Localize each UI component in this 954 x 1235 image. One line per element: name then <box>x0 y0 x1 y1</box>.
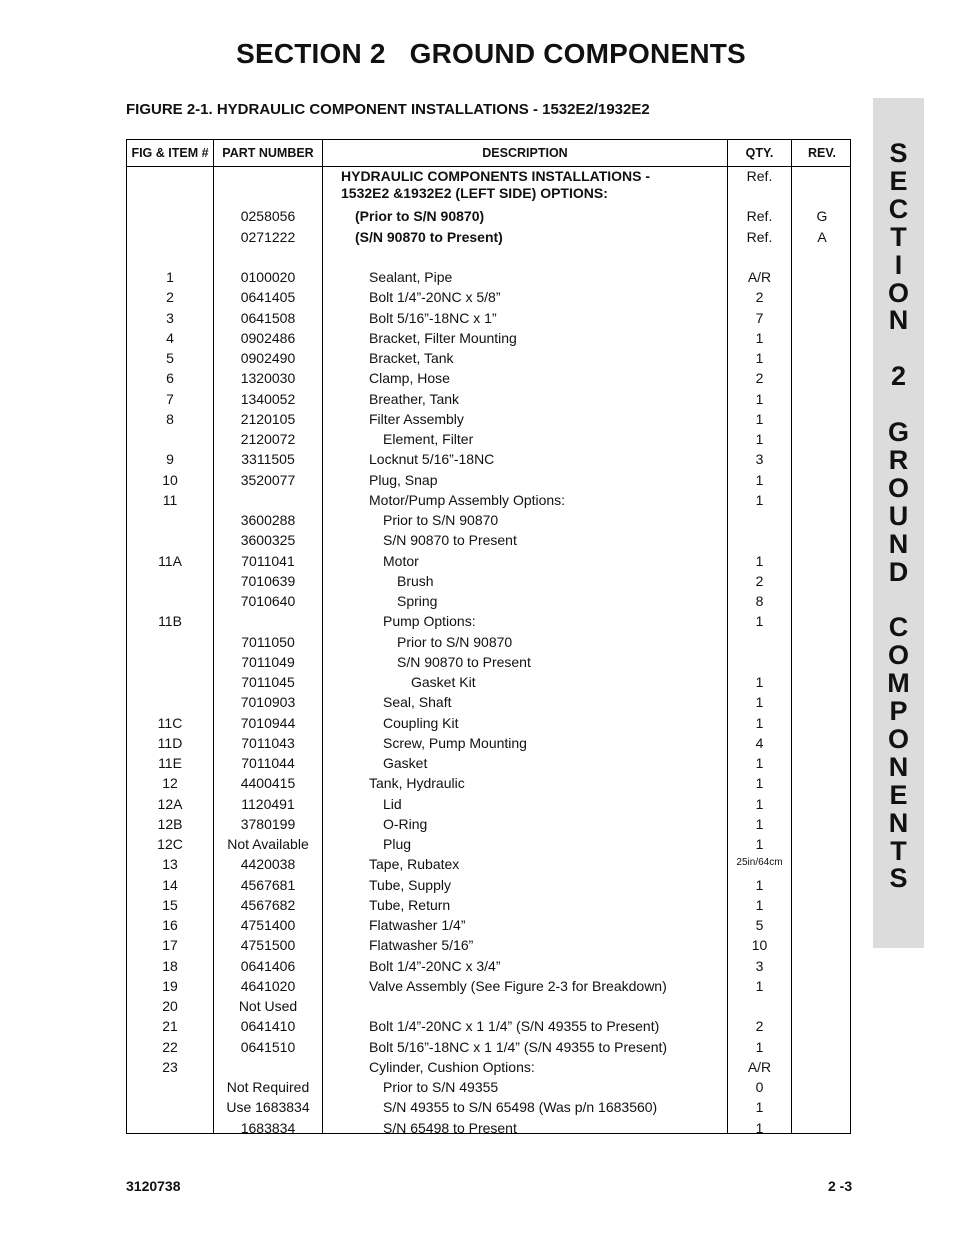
cell-qty: 1 <box>755 836 764 852</box>
cell-description: Bolt 1/4”-20NC x 1 1/4” (S/N 49355 to Present) <box>369 1018 660 1035</box>
cell-description: Tape, Rubatex <box>369 856 460 873</box>
cell-part-number: 4751400 <box>240 917 296 933</box>
cell-qty: 1 <box>755 431 764 447</box>
table-row <box>127 734 852 754</box>
cell-part-number: 0902490 <box>240 350 296 366</box>
cell-part-number: 2120072 <box>240 431 296 447</box>
cell-fig-item: 19 <box>162 977 178 994</box>
cell-qty: 1 <box>755 714 764 731</box>
cell-qty: 1 <box>755 896 764 913</box>
cell-description: Seal, Shaft <box>383 694 452 711</box>
cell-qty: 1 <box>755 1119 764 1136</box>
cell-description: Bracket, Filter Mounting <box>369 329 517 346</box>
cell-fig-item: 13 <box>162 856 178 873</box>
cell-fig-item: 1 <box>166 269 174 285</box>
cell-qty: 5 <box>755 917 764 933</box>
table-row <box>127 693 852 713</box>
cell-fig-item: 11C <box>157 714 183 731</box>
side-tab-letter: P <box>889 696 908 726</box>
cell-qty: 10 <box>751 937 768 954</box>
cell-fig-item: 14 <box>162 876 178 893</box>
cell-part-number: 3600325 <box>240 532 296 549</box>
table-row <box>127 491 852 511</box>
side-tab-letter: E <box>889 165 908 196</box>
table-row <box>127 997 852 1017</box>
cell-fig-item: 11A <box>158 552 182 569</box>
cell-fig-item: 23 <box>162 1058 178 1075</box>
cell-qty: Ref. <box>746 229 773 245</box>
cell-fig-item: 4 <box>166 329 174 346</box>
cell-description: Prior to S/N 90870 <box>397 633 513 650</box>
cell-description: Spring <box>397 593 438 609</box>
cell-description: Bolt 5/16”-18NC x 1 1/4” (S/N 49355 to Present) <box>369 1038 668 1055</box>
cell-part-number: 4751500 <box>240 937 296 954</box>
cell-description: Plug <box>383 836 412 852</box>
table-row <box>127 855 852 875</box>
cell-description: Prior to S/N 90870 <box>383 512 499 528</box>
table-row <box>127 936 852 956</box>
cell-description: Valve Assembly (See Figure 2-3 for Breakdown) <box>369 977 667 994</box>
cell-description: Breather, Tank <box>369 390 460 407</box>
cell-rev: G <box>816 208 828 224</box>
cell-fig-item: 11 <box>162 491 178 508</box>
side-tab-letter: R <box>888 444 909 475</box>
cell-part-number: 0100020 <box>240 269 296 285</box>
cell-fig-item: 11B <box>158 613 182 630</box>
cell-description: Gasket <box>383 755 428 771</box>
cell-part-number: 2120105 <box>240 410 296 427</box>
cell-qty: A/R <box>747 1058 772 1075</box>
header-fig: FIG & ITEM # <box>131 146 209 160</box>
cell-description: Prior to S/N 49355 <box>383 1079 499 1095</box>
cell-description: S/N 90870 to Present <box>383 532 517 549</box>
side-tab-letter: N <box>888 751 909 782</box>
cell-fig-item: 22 <box>162 1038 178 1055</box>
cell-qty: 1 <box>755 674 764 690</box>
table-row <box>127 228 852 248</box>
cell-part-number: 4567682 <box>240 896 296 913</box>
cell-fig-item: 12B <box>157 815 183 832</box>
side-tab-letter: M <box>887 668 910 699</box>
cell-part-number: 1683834 <box>240 1119 296 1136</box>
cell-fig-item: 7 <box>166 390 174 407</box>
cell-part-number: 1340052 <box>240 390 296 407</box>
table-row <box>127 653 852 673</box>
table-row <box>127 369 852 389</box>
cell-description: Cylinder, Cushion Options: <box>369 1058 535 1075</box>
cell-description: Bolt 1/4”-20NC x 3/4” <box>369 957 501 974</box>
cell-fig-item: 6 <box>166 370 174 387</box>
cell-part-number: 7011049 <box>241 653 295 670</box>
cell-fig-item: 5 <box>166 350 174 366</box>
cell-qty: 1 <box>755 775 764 792</box>
cell-part-number: 1120491 <box>241 795 295 812</box>
table-row <box>127 1119 852 1139</box>
cell-qty: 1 <box>755 491 764 508</box>
cell-description: S/N 90870 to Present <box>397 653 531 670</box>
cell-part-number: 4641020 <box>240 977 296 994</box>
cell-qty: 8 <box>755 593 764 609</box>
table-row <box>127 1078 852 1098</box>
figure-title: FIGURE 2-1. HYDRAULIC COMPONENT INSTALLATIONS - 1532E2/1932E2 <box>126 101 650 118</box>
table-row <box>127 1017 852 1037</box>
side-tab-letter: U <box>888 500 909 531</box>
cell-qty: 1 <box>755 876 764 893</box>
cell-qty: 3 <box>755 451 764 468</box>
side-tab-letter: O <box>887 640 909 671</box>
side-tab-letter: O <box>887 472 909 503</box>
cell-description: Bracket, Tank <box>369 350 454 366</box>
table-row <box>127 511 852 531</box>
cell-qty: 1 <box>755 350 764 366</box>
cell-part-number: 4567681 <box>240 876 296 893</box>
cell-qty: 1 <box>755 795 764 812</box>
cell-description: Locknut 5/16”-18NC <box>369 451 495 468</box>
table-row <box>127 390 852 410</box>
cell-part-number: 7010640 <box>240 593 296 609</box>
cell-qty: 0 <box>755 1079 764 1095</box>
side-tab-letter: N <box>888 807 909 838</box>
cell-part-number: 7011050 <box>241 633 295 650</box>
cell-qty: Ref. <box>746 208 773 224</box>
table-row <box>127 309 852 329</box>
cell-fig-item: 2 <box>166 289 174 306</box>
cell-description: Filter Assembly <box>369 410 464 427</box>
cell-part-number: 0641510 <box>240 1038 296 1055</box>
table-row <box>127 977 852 997</box>
side-tab-letter: T <box>890 835 907 866</box>
table-row <box>127 471 852 491</box>
table-row <box>127 795 852 815</box>
cell-fig-item: 21 <box>162 1018 178 1035</box>
cell-description: S/N 49355 to S/N 65498 (Was p/n 1683560) <box>383 1099 658 1116</box>
cell-description: Bolt 5/16”-18NC x 1” <box>369 309 497 326</box>
cell-qty: 1 <box>755 977 764 994</box>
table-row <box>127 207 852 227</box>
cell-part-number: 3520077 <box>240 471 296 488</box>
cell-qty: 1 <box>755 329 764 346</box>
cell-description: (S/N 90870 to Present) <box>355 229 503 245</box>
cell-qty: 1 <box>755 390 764 407</box>
cell-fig-item: 18 <box>162 957 178 974</box>
cell-part-number: 7010639 <box>240 572 296 589</box>
section-title: SECTION 2 GROUND COMPONENTS <box>236 38 746 69</box>
side-tab-letter: C <box>888 193 909 224</box>
side-tab-letter: N <box>888 305 909 336</box>
cell-description: Screw, Pump Mounting <box>383 734 527 751</box>
cell-part-number: 7010944 <box>240 714 296 731</box>
cell-qty: 1 <box>755 613 764 630</box>
side-tab <box>873 98 924 948</box>
cell-part-number: 0641406 <box>240 957 296 974</box>
cell-part-number: 0271222 <box>240 229 296 245</box>
cell-fig-item: 11D <box>157 734 183 751</box>
cell-part-number: Not Available <box>227 836 309 852</box>
cell-part-number: Not Required <box>226 1079 310 1095</box>
cell-description: Motor <box>383 552 419 569</box>
cell-part-number: 7010903 <box>240 694 296 711</box>
side-tab-letter: G <box>887 417 909 447</box>
cell-description: Plug, Snap <box>369 471 438 488</box>
cell-fig-item: 15 <box>162 896 178 913</box>
cell-qty: 7 <box>755 309 764 326</box>
cell-part-number: 0902486 <box>240 329 296 346</box>
table-row <box>127 430 852 450</box>
cell-description: Tank, Hydraulic <box>369 775 465 792</box>
cell-rev: A <box>817 229 827 245</box>
cell-description: Bolt 1/4”-20NC x 5/8” <box>369 289 501 306</box>
cell-part-number: 7011041 <box>241 552 295 569</box>
document-number: 3120738 <box>126 1178 181 1194</box>
table-row <box>127 1058 852 1078</box>
cell-fig-item: 12 <box>162 775 178 792</box>
cell-description: Pump Options: <box>383 613 476 630</box>
cell-part-number: 0641508 <box>240 309 296 326</box>
cell-part-number: 7011045 <box>241 674 295 690</box>
cell-qty: 2 <box>755 370 764 387</box>
table-row <box>127 329 852 349</box>
cell-fig-item: 16 <box>162 917 178 933</box>
cell-qty: 1 <box>755 1099 764 1116</box>
cell-qty: 3 <box>755 957 764 974</box>
cell-description: (Prior to S/N 90870) <box>355 208 485 224</box>
cell-fig-item: 8 <box>166 410 174 427</box>
side-tab-letter: D <box>888 556 909 587</box>
page-number: 2 -3 <box>828 1178 853 1194</box>
cell-fig-item: 17 <box>162 937 178 954</box>
table-row <box>127 754 852 774</box>
cell-part-number: 0641410 <box>240 1018 296 1035</box>
cell-qty: 1 <box>755 471 764 488</box>
cell-description: HYDRAULIC COMPONENTS INSTALLATIONS - <box>341 168 651 184</box>
table-row <box>127 167 852 207</box>
cell-qty: A/R <box>747 269 772 285</box>
cell-fig-item: 11E <box>158 755 182 771</box>
cell-description-line2: 1532E2 &1932E2 (LEFT SIDE) OPTIONS: <box>341 185 608 201</box>
table-row <box>127 815 852 835</box>
cell-qty: Ref. <box>746 168 773 184</box>
table-row <box>127 410 852 430</box>
table-row <box>127 349 852 369</box>
cell-description: Clamp, Hose <box>369 370 450 387</box>
table-row <box>127 268 852 288</box>
cell-description: Tube, Supply <box>369 876 451 893</box>
cell-qty: 1 <box>755 694 764 711</box>
header-rev: REV. <box>807 146 837 160</box>
parts-table <box>126 139 851 1134</box>
cell-part-number: 4400415 <box>240 775 296 792</box>
cell-qty: 2 <box>755 289 764 306</box>
cell-part-number: Not Used <box>238 998 298 1014</box>
side-tab-letter: O <box>887 277 909 308</box>
table-row <box>127 673 852 693</box>
cell-description: Brush <box>397 572 434 589</box>
table-row <box>127 552 852 572</box>
side-tab-letter: I <box>894 249 903 280</box>
cell-fig-item: 3 <box>166 309 174 326</box>
table-row <box>127 572 852 592</box>
side-tab-letter: C <box>888 612 909 643</box>
cell-qty: 2 <box>755 1018 764 1035</box>
cell-fig-item: 12A <box>157 795 183 812</box>
cell-part-number: 3311505 <box>241 451 295 468</box>
cell-description: Lid <box>383 795 402 812</box>
cell-qty: 25in/64cm <box>736 857 783 869</box>
table-row <box>127 774 852 794</box>
table-row <box>127 896 852 916</box>
table-row <box>127 531 852 551</box>
cell-fig-item: 10 <box>162 471 178 488</box>
cell-description: Flatwasher 1/4” <box>369 917 466 933</box>
cell-fig-item: 20 <box>162 998 178 1014</box>
table-row <box>127 957 852 977</box>
table-row <box>127 633 852 653</box>
cell-part-number: 7011043 <box>241 734 295 751</box>
header-qty: QTY. <box>745 146 774 160</box>
table-row <box>127 916 852 936</box>
side-tab-letter: N <box>888 528 909 559</box>
table-row <box>127 1098 852 1118</box>
cell-description: Flatwasher 5/16” <box>369 937 474 954</box>
header-part-number: PART NUMBER <box>222 146 314 160</box>
table-row <box>127 876 852 896</box>
table-row <box>127 714 852 734</box>
header-description: DESCRIPTION <box>482 146 568 160</box>
table-row <box>127 1038 852 1058</box>
table-row <box>127 288 852 308</box>
table-row <box>127 450 852 470</box>
side-tab-letter: E <box>889 779 908 810</box>
table-row <box>127 592 852 612</box>
side-tab-letter: 2 <box>890 361 907 392</box>
cell-part-number: 3780199 <box>240 815 296 832</box>
side-tab-letter: S <box>889 138 908 168</box>
cell-part-number: 1320030 <box>240 370 296 387</box>
cell-part-number: 4420038 <box>240 856 296 873</box>
cell-fig-item: 12C <box>157 836 183 852</box>
cell-part-number: 7011044 <box>241 755 295 771</box>
cell-part-number: 0641405 <box>240 289 296 306</box>
cell-description: Element, Filter <box>383 431 474 447</box>
cell-qty: 1 <box>755 755 764 771</box>
cell-qty: 4 <box>755 734 764 751</box>
cell-description: S/N 65498 to Present <box>383 1119 517 1136</box>
cell-qty: 2 <box>755 572 764 589</box>
cell-qty: 1 <box>755 552 764 569</box>
cell-description: Tube, Return <box>369 896 451 913</box>
cell-description: O-Ring <box>383 815 428 832</box>
side-tab-letter: T <box>890 221 907 252</box>
cell-part-number: 3600288 <box>240 512 296 528</box>
table-row <box>127 835 852 855</box>
cell-qty: 1 <box>755 1038 764 1055</box>
cell-qty: 1 <box>755 815 764 832</box>
cell-part-number: Use 1683834 <box>226 1099 310 1116</box>
cell-description: Coupling Kit <box>383 714 459 731</box>
cell-fig-item: 9 <box>166 451 174 468</box>
cell-qty: 1 <box>755 410 764 427</box>
cell-description: Sealant, Pipe <box>369 269 453 285</box>
cell-description: Motor/Pump Assembly Options: <box>369 491 566 508</box>
side-tab-letter: S <box>889 863 908 894</box>
side-tab-letter: O <box>887 723 909 754</box>
cell-description: Gasket Kit <box>411 674 476 690</box>
cell-part-number: 0258056 <box>240 208 296 224</box>
table-row <box>127 612 852 632</box>
